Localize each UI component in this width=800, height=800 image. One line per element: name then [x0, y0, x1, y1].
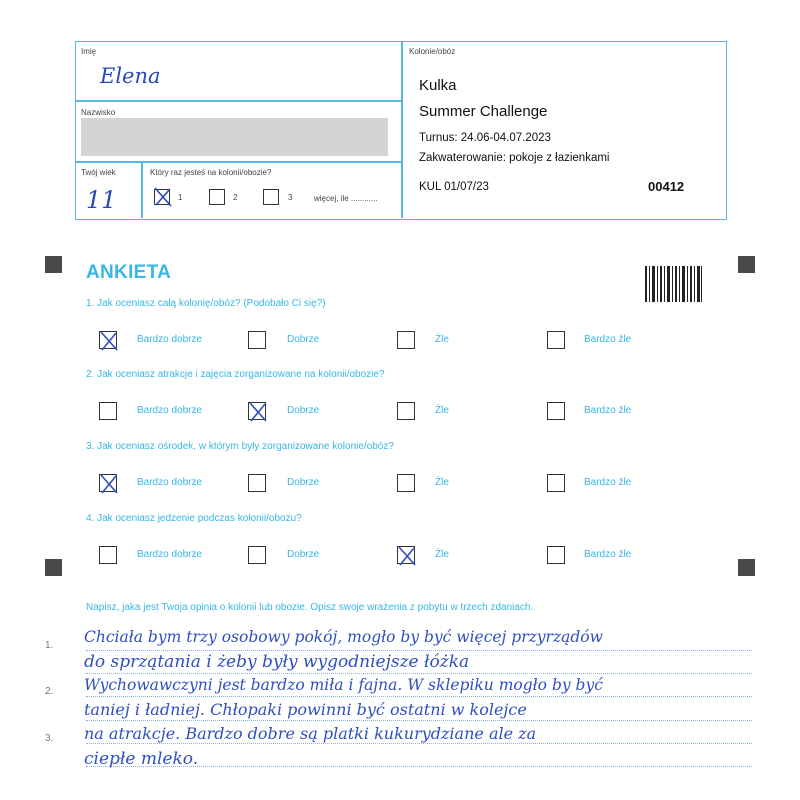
registration-mark: [738, 559, 755, 576]
rating-option-label: Źle: [435, 405, 449, 416]
wiek-value[interactable]: 11: [86, 186, 117, 214]
imie-label: Imię: [81, 47, 97, 56]
comment-line[interactable]: do sprzątania i żeby były wygodniejsze łóżka: [84, 652, 470, 672]
rating-option-label: Bardzo dobrze: [137, 334, 203, 345]
nazwisko-label: Nazwisko: [81, 108, 116, 117]
rating-option-label: Źle: [435, 334, 449, 345]
dotted-line: [86, 650, 752, 651]
rating-checkbox[interactable]: [248, 474, 266, 492]
barcode-icon: [645, 266, 703, 302]
code: KUL 01/07/23: [419, 181, 489, 193]
line-number: 2.: [45, 686, 54, 697]
rating-checkbox[interactable]: [248, 546, 266, 564]
imie-value[interactable]: Elena: [100, 64, 161, 88]
check-mark-icon: [395, 544, 419, 568]
rating-option-label: Bardzo dobrze: [137, 477, 203, 488]
rating-checkbox[interactable]: [547, 331, 565, 349]
zakwaterowanie: Zakwaterowanie: pokoje z łazienkami: [419, 152, 610, 164]
visit-2-label: 2: [233, 193, 238, 202]
comment-line[interactable]: ciepłe mleko.: [84, 749, 199, 769]
rating-option-label: Bardzo dobrze: [137, 405, 203, 416]
rating-option-label: Dobrze: [287, 405, 320, 416]
dotted-line: [86, 696, 752, 697]
wiecej-label: więcej, ile ............: [314, 194, 378, 203]
registration-mark: [45, 559, 62, 576]
rating-option-label: Dobrze: [287, 549, 320, 560]
rating-option-label: Źle: [435, 477, 449, 488]
rating-option-label: Bardzo dobrze: [137, 549, 203, 560]
registration-mark: [738, 256, 755, 273]
visit-3-label: 3: [288, 193, 293, 202]
rating-option-label: Bardzo źle: [584, 477, 632, 488]
kolonie-label: Kolonie/obóz: [409, 47, 456, 56]
rating-checkbox[interactable]: [547, 402, 565, 420]
comment-line[interactable]: taniej i ładniej. Chłopaki powinni być ostatni w kolejce: [84, 700, 527, 719]
question-text: 4. Jak oceniasz jedzenie podczas kolonii/obozu?: [86, 513, 302, 524]
rating-checkbox[interactable]: [397, 402, 415, 420]
rating-option-label: Bardzo źle: [584, 405, 632, 416]
rating-option-label: Dobrze: [287, 477, 320, 488]
ktory-raz-label: Który raz jesteś na kolonii/obozie?: [150, 168, 272, 177]
rating-checkbox[interactable]: [547, 474, 565, 492]
rating-option-label: Dobrze: [287, 334, 320, 345]
rating-checkbox[interactable]: [397, 331, 415, 349]
comment-line[interactable]: Wychowawczyni jest bardzo miła i fajna. W sklepiku mogło by być: [84, 676, 603, 694]
question-text: 2. Jak oceniasz atrakcje i zajęcia zorganizowane na kolonii/obozie?: [86, 369, 385, 380]
rating-checkbox[interactable]: [99, 331, 117, 349]
line-number: 3.: [45, 733, 54, 744]
question-text: 1. Jak oceniasz całą kolonię/obóz? (Podobało Ci się?): [86, 298, 326, 309]
visit-2-checkbox[interactable]: [209, 189, 225, 205]
check-mark-icon: [97, 472, 121, 496]
rating-option-label: Źle: [435, 549, 449, 560]
question-text: 3. Jak oceniasz ośrodek, w którym były zorganizowane kolonie/obóz?: [86, 441, 394, 452]
rating-checkbox[interactable]: [248, 331, 266, 349]
visit-1-checkbox[interactable]: [154, 189, 170, 205]
rating-option-label: Bardzo źle: [584, 549, 632, 560]
rating-checkbox[interactable]: [547, 546, 565, 564]
rating-checkbox[interactable]: [99, 474, 117, 492]
rating-checkbox[interactable]: [99, 402, 117, 420]
org-name: Kulka: [419, 77, 457, 94]
line-number: 1.: [45, 640, 54, 651]
check-mark-icon: [246, 400, 270, 424]
dotted-line: [86, 720, 752, 721]
dotted-line: [86, 673, 752, 674]
comment-line[interactable]: na atrakcje. Bardzo dobre są platki kukurydziane ale za: [84, 724, 537, 743]
dotted-line: [86, 743, 752, 744]
registration-mark: [45, 256, 62, 273]
rating-checkbox[interactable]: [397, 474, 415, 492]
check-mark-icon: [97, 329, 121, 353]
form-number: 00412: [648, 179, 685, 194]
survey-title: ANKIETA: [86, 262, 172, 283]
turnus: Turnus: 24.06-04.07.2023: [419, 132, 551, 144]
visit-1-label: 1: [178, 193, 183, 202]
nazwisko-redacted: [81, 118, 388, 156]
program-name: Summer Challenge: [419, 103, 548, 120]
rating-checkbox[interactable]: [397, 546, 415, 564]
comments-prompt: Napisz, jaka jest Twoja opinia o kolonii lub obozie. Opisz swoje wrażenia z pobytu w trzech zdaniach.: [86, 602, 534, 613]
rating-option-label: Bardzo źle: [584, 334, 632, 345]
comment-line[interactable]: Chciała bym trzy osobowy pokój, mogło by być więcej przyrządów: [84, 628, 603, 646]
wiek-label: Twój wiek: [81, 168, 116, 177]
rating-checkbox[interactable]: [248, 402, 266, 420]
visit-3-checkbox[interactable]: [263, 189, 279, 205]
rating-checkbox[interactable]: [99, 546, 117, 564]
check-mark-icon: [152, 186, 174, 208]
